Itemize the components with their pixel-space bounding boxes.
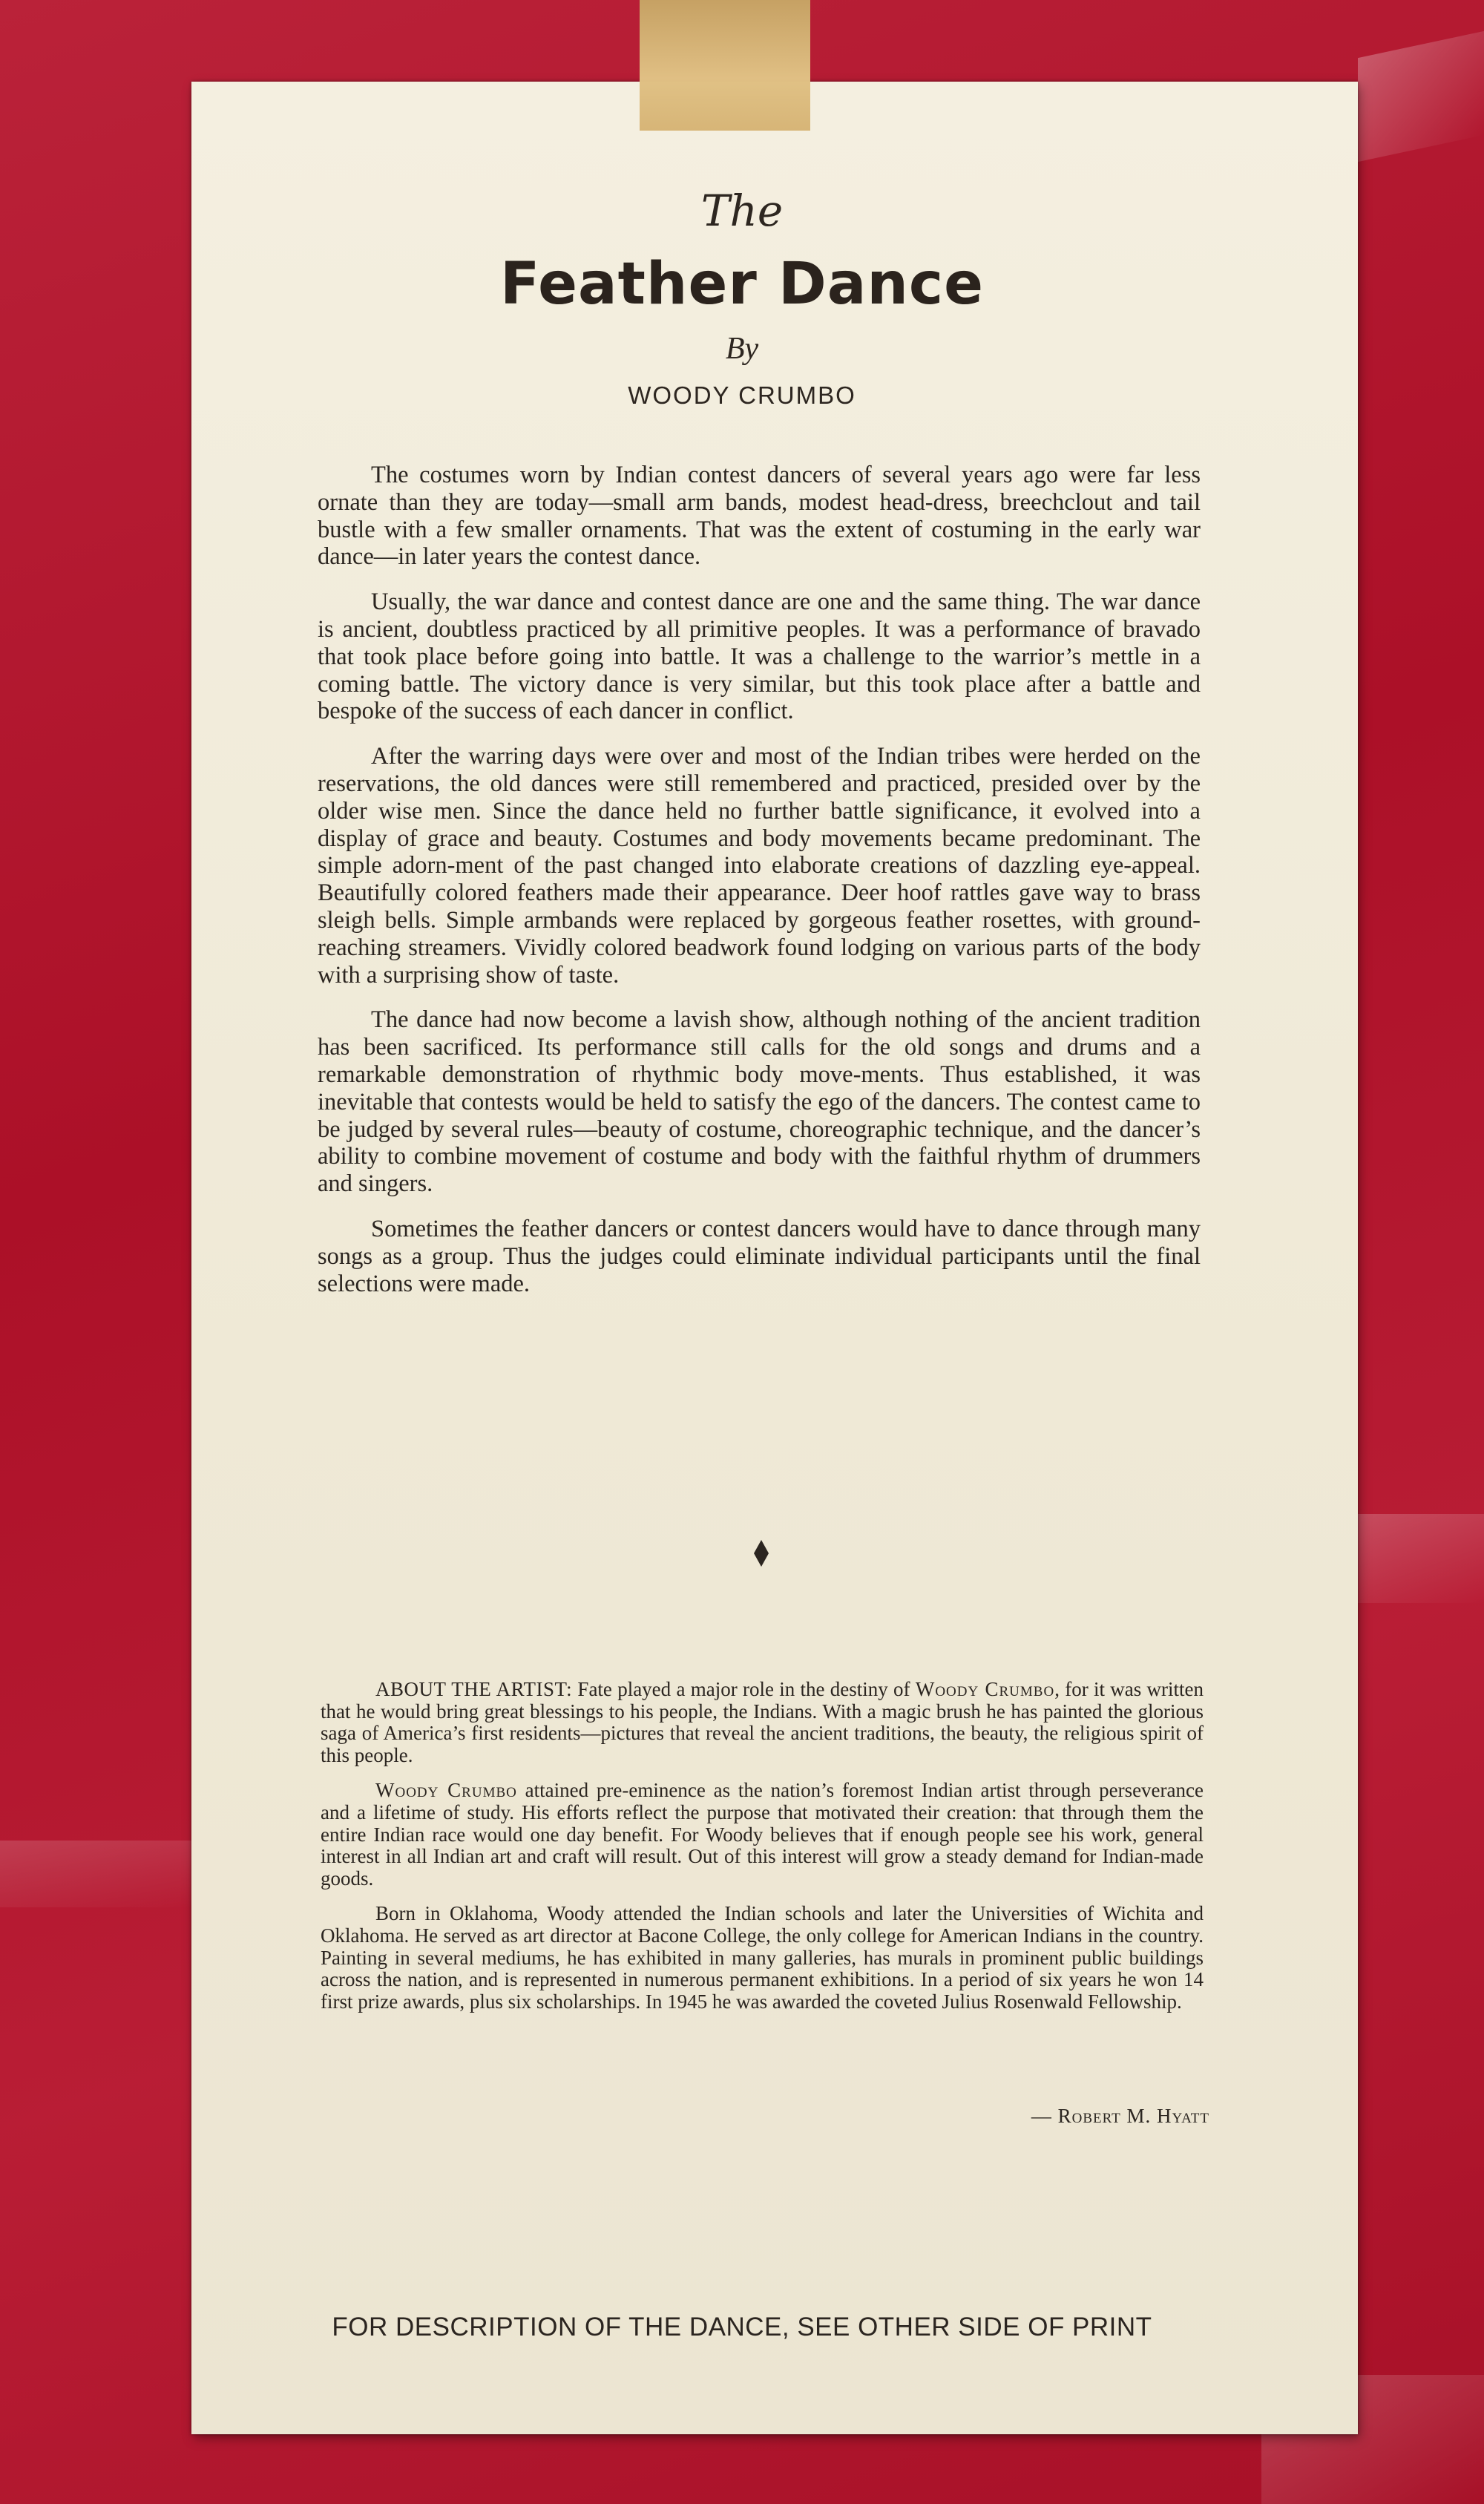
paragraph: After the warring days were over and most of the Indian tribes were herded on the reservations, the old dances were still remembered and practiced, presided over by the older wise men. Since the dance held no further battle significance, it evolved into a display of grace and beauty. Costumes and body movements became predominant. The simple adorn-ment of the past changed into elaborate creations of dazzling eye-appeal. Beautifully colored feathers made their appearance. Deer hoof rattles gave way to brass sleigh bells. Simple armbands were replaced by gorgeous feather rosettes, with ground-reaching streamers. Vividly colored beadwork found lodging on various parts of the body with a surprising show of taste. — [318, 743, 1201, 989]
paragraph: Sometimes the feather dancers or contest dancers would have to dance through many songs as a group. Thus the judges could eliminate individual participants until the final selections were made. — [318, 1215, 1201, 1297]
paragraph: The dance had now become a lavish show, although nothing of the ancient tradition has been sacrificed. Its performance still calls for the old songs and drums and a remarkable demonstration of rhythmic body move-ments. Thus established, it was inevitable that contests would be held to satisfy the ego of the dancers. The contest came to be judged by several rules—beauty of costume, choreographic technique, and the dancer’s ability to combine movement of costume and body with the faithful rhythm of drummers and singers. — [318, 1006, 1201, 1198]
artist-name: Woody Crumbo — [915, 1678, 1055, 1700]
footer-note: FOR DESCRIPTION OF THE DANCE, SEE OTHER SIDE OF PRINT — [332, 2313, 1152, 2341]
plastic-glare — [1350, 1514, 1484, 1603]
plastic-glare — [0, 1841, 193, 1907]
paragraph: Usually, the war dance and contest dance are one and the same thing. The war dance is ancient, doubtless practiced by all primitive peoples. It was a performance of bravado that took place before going into battle. It was a challenge to the warrior’s mettle in a coming battle. The victory dance is very similar, but this took place after a battle and bespoke of the success of each dancer in conflict. — [318, 589, 1201, 725]
about-paragraph — [321, 1679, 1204, 1766]
about-paragraph — [321, 1780, 1204, 1890]
essay-body — [318, 462, 1201, 1315]
about-text: attained pre-eminence as the nation’s foremost Indian artist through perseverance and a lifetime of study. His efforts reflect the purpose that motivated their creation: that through them the entire Indian race would one day benefit. For Woody believes that if enough people see his work, general interest in all Indian art and craft will result. Out of this interest will grow a steady demand for Indian-made goods. — [321, 1779, 1204, 1890]
plastic-glare — [1358, 31, 1484, 162]
title-prefix: The — [700, 186, 784, 236]
about-text: Fate played a major role in the destiny of — [577, 1678, 910, 1700]
about-heading: ABOUT THE ARTIST: — [375, 1678, 573, 1700]
paragraph: The costumes worn by Indian contest dancers of several years ago were far less ornate than they are today—small arm bands, modest head-dress, breechclout and tail bustle with a few smaller ornaments. That was the extent of costuming in the early war dance—in later years the contest dance. — [318, 462, 1201, 571]
artist-name: Woody Crumbo — [375, 1779, 517, 1802]
byline: By — [725, 332, 759, 366]
masking-tape — [640, 0, 810, 131]
about-text: , for it was written that he would bring great blessings to his people, the Indians. With a magic brush he has painted the glorious saga of America’s first residents—pictures that reveal the ancient traditions, the beauty, the religious spirit of this people. — [321, 1678, 1204, 1766]
page-title: Feather Dance — [499, 251, 985, 318]
signature: — Robert M. Hyatt — [1031, 2105, 1209, 2127]
about-the-artist — [321, 1679, 1204, 2026]
author-name: WOODY CRUMBO — [628, 381, 856, 409]
about-paragraph: Born in Oklahoma, Woody attended the Indian schools and later the Universities of Wichita and Oklahoma. He served as art director at Bacone College, the only college for American Indians in the country. Painting in several mediums, he has exhibited in many galleries, has murals in prominent public buildings across the nation, and is represented in numerous permanent exhibitions. In a period of six years he won 14 first prize awards, plus six scholarships. In 1945 he was awarded the coveted Julius Rosenwald Fellowship. — [321, 1902, 1204, 2013]
